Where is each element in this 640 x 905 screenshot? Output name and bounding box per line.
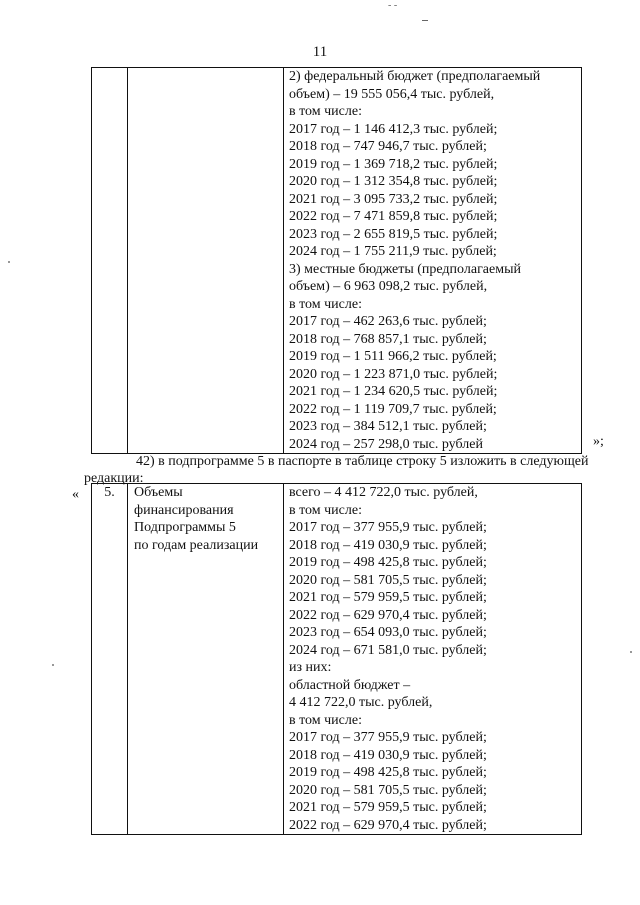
value-lines <box>284 484 581 834</box>
value-line: объем) – 19 555 056,4 тыс. рублей, <box>289 86 495 102</box>
value-line: 2022 год – 629 970,4 тыс. рублей; <box>289 817 487 833</box>
value-line: 2017 год – 377 955,9 тыс. рублей; <box>289 520 487 535</box>
value-line: в том числе: <box>289 104 362 119</box>
scan-speck <box>630 651 632 653</box>
name-lines <box>128 484 283 554</box>
value-line: 2020 год – 1 312 354,8 тыс. рублей; <box>289 174 498 189</box>
table-row <box>92 68 582 454</box>
row-number: 5. <box>104 485 115 500</box>
value-line: объем) – 6 963 098,2 тыс. рублей, <box>289 279 488 294</box>
value-line: 2024 год – 1 755 211,9 тыс. рублей; <box>289 244 497 259</box>
value-line: 2024 год – 257 298,0 тыс. рублей <box>289 436 483 452</box>
scan-speck <box>52 664 54 666</box>
value-line: в том числе: <box>289 502 362 518</box>
number-cell <box>92 68 128 454</box>
value-line: 3) местные бюджеты (предполагаемый <box>289 261 521 277</box>
value-line: 2021 год – 3 095 733,2 тыс. рублей; <box>289 191 498 207</box>
value-line: 2019 год – 1 369 718,2 тыс. рублей; <box>289 156 498 172</box>
value-line: 2018 год – 419 030,9 тыс. рублей; <box>289 537 487 553</box>
value-line: в том числе: <box>289 296 362 312</box>
value-line: областной бюджет – <box>289 677 411 693</box>
value-line: 2021 год – 579 959,5 тыс. рублей; <box>289 800 487 815</box>
value-line: всего – 4 412 722,0 тыс. рублей, <box>289 485 478 500</box>
row-number-cell <box>92 484 128 835</box>
name-line: по годам реализации <box>134 537 259 553</box>
name-line: финансирования <box>134 502 234 518</box>
page-number: 11 <box>312 44 328 60</box>
value-lines <box>284 68 581 453</box>
value-line: 2018 год – 747 946,7 тыс. рублей; <box>289 139 487 154</box>
value-line: 2022 год – 7 471 859,8 тыс. рублей; <box>289 209 498 224</box>
value-line: 2023 год – 654 093,0 тыс. рублей; <box>289 625 487 640</box>
value-line: 2021 год – 579 959,5 тыс. рублей; <box>289 590 487 605</box>
table-row <box>92 484 582 835</box>
value-cell <box>284 68 582 454</box>
scan-speck <box>8 261 10 263</box>
name-cell <box>128 484 284 835</box>
value-line: 2) федеральный бюджет (предполагаемый <box>289 69 541 84</box>
closing-quote-mark: »; <box>593 434 604 449</box>
value-line: 2023 год – 2 655 819,5 тыс. рублей; <box>289 226 498 242</box>
value-line: 2021 год – 1 234 620,5 тыс. рублей; <box>289 384 498 399</box>
value-line: 2020 год – 581 705,5 тыс. рублей; <box>289 782 487 798</box>
value-line: 2017 год – 377 955,9 тыс. рублей; <box>289 730 487 745</box>
value-line: 2020 год – 1 223 871,0 тыс. рублей; <box>289 366 498 382</box>
amendment-paragraph-line: 42) в подпрограмме 5 в паспорте в таблице строку 5 изложить в следующей <box>136 454 589 469</box>
amendment-paragraph-line: редакции: <box>84 471 144 486</box>
value-line: 2018 год – 768 857,1 тыс. рублей; <box>289 331 487 347</box>
value-line: 2019 год – 498 425,8 тыс. рублей; <box>289 765 487 780</box>
value-line: 2023 год – 384 512,1 тыс. рублей; <box>289 419 487 434</box>
value-line: 2022 год – 629 970,4 тыс. рублей; <box>289 607 487 623</box>
opening-quote-mark: « <box>72 487 79 502</box>
value-line: 2020 год – 581 705,5 тыс. рублей; <box>289 572 487 588</box>
value-line: 2018 год – 419 030,9 тыс. рублей; <box>289 747 487 763</box>
name-line: Подпрограммы 5 <box>134 520 236 535</box>
value-line: 2024 год – 671 581,0 тыс. рублей; <box>289 642 487 658</box>
value-cell <box>284 484 582 835</box>
financing-table-continuation <box>91 67 582 454</box>
name-cell <box>128 68 284 454</box>
value-line: 2017 год – 462 263,6 тыс. рублей; <box>289 314 487 329</box>
value-line: 2017 год – 1 146 412,3 тыс. рублей; <box>289 121 498 137</box>
value-line: из них: <box>289 660 332 675</box>
value-line: 2019 год – 498 425,8 тыс. рублей; <box>289 555 487 570</box>
value-line: в том числе: <box>289 712 362 728</box>
value-line: 2022 год – 1 119 709,7 тыс. рублей; <box>289 401 497 417</box>
name-line: Объемы <box>134 485 183 500</box>
financing-table-new <box>91 483 582 835</box>
value-line: 2019 год – 1 511 966,2 тыс. рублей; <box>289 349 497 364</box>
scan-mark-line <box>422 20 428 21</box>
value-line: 4 412 722,0 тыс. рублей, <box>289 695 433 710</box>
scan-mark: - - <box>388 0 398 11</box>
